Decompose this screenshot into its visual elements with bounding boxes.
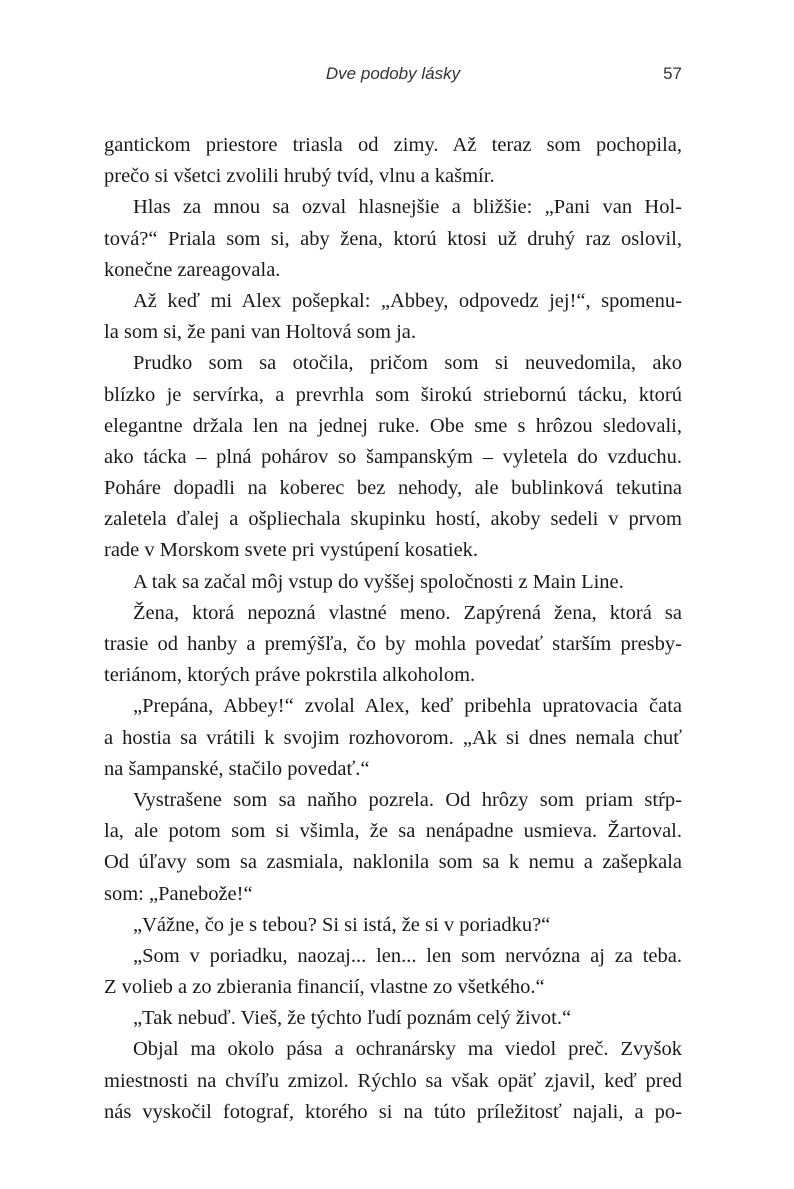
text-line: som: „Panebože!“ <box>104 882 253 905</box>
text-line: rade v Morskom svete pri vystúpení kosatiek. <box>104 539 479 562</box>
text-line: konečne zareagovala. <box>104 258 281 281</box>
text-line: blízko je servírka, a prevrhla som širokú striebornú tácku, ktorú <box>104 383 682 406</box>
text-line: Z volieb a zo zbierania financií, vlastne zo všetkého.“ <box>104 976 545 999</box>
text-line: la, ale potom som si všimla, že sa nenápadne usmieva. Žartoval. <box>104 820 682 843</box>
page-header <box>104 64 682 88</box>
text-line: „Som v poriadku, naozaj... len... len som nervózna aj za teba. <box>133 944 682 967</box>
text-line: Objal ma okolo pása a ochranársky ma viedol preč. Zvyšok <box>133 1038 682 1061</box>
text-line: gantickom priestore triasla od zimy. Až teraz som pochopila, <box>104 134 682 156</box>
text-line: „Vážne, čo je s tebou? Si si istá, že si v poriadku?“ <box>133 913 551 936</box>
text-line: prečo si všetci zvolili hrubý tvíd, vlnu a kašmír. <box>104 165 495 188</box>
text-line: na šampanské, stačilo povedať.“ <box>104 757 370 780</box>
text-line: miestnosti na chvíľu zmizol. Rýchlo sa však opäť zjavil, keď pred <box>104 1069 682 1092</box>
text-line: zaletela ďalej a ošpliechala skupinku hostí, akoby sedeli v prvom <box>104 508 682 531</box>
text-line: Vystrašene som sa naňho pozrela. Od hrôzy som priam stŕp- <box>133 788 682 811</box>
text-line: „Prepána, Abbey!“ zvolal Alex, keď pribehla upratovacia čata <box>133 695 682 718</box>
text-line: trasie od hanby a premýšľa, čo by mohla povedať starším presby- <box>104 633 682 655</box>
text-line: Hlas za mnou sa ozval hlasnejšie a bližšie: „Pani van Hol- <box>133 196 682 219</box>
text-line: ako tácka – plná pohárov so šampanským – vyletela do vzduchu. <box>104 445 682 468</box>
text-line: Poháre dopadli na koberec bez nehody, ale bublinková tekutina <box>104 477 682 500</box>
text-line: Až keď mi Alex pošepkal: „Abbey, odpovedz jej!“, spomenu- <box>133 289 682 312</box>
text-line: tová?“ Priala som si, aby žena, ktorú ktosi už druhý raz oslovil, <box>104 227 682 250</box>
text-line: Prudko som sa otočila, pričom som si neuvedomila, ako <box>133 352 682 375</box>
text-line: Od úľavy som sa zasmiala, naklonila som sa k nemu a zašepkala <box>104 851 682 874</box>
text-line: la som si, že pani van Holtová som ja. <box>104 321 416 344</box>
running-title: Dve podoby lásky <box>325 64 461 83</box>
body-text <box>104 130 682 1128</box>
text-line: Žena, ktorá nepozná vlastné meno. Zapýrená žena, ktorá sa <box>133 601 682 624</box>
text-line: elegantne držala len na jednej ruke. Obe sme s hrôzou sledovali, <box>104 414 682 437</box>
text-line: nás vyskočil fotograf, ktorého si na túto príležitosť najali, a po- <box>104 1100 682 1123</box>
page-number: 57 <box>663 64 682 83</box>
text-line: „Tak nebuď. Vieš, že týchto ľudí poznám celý život.“ <box>133 1007 572 1030</box>
text-line: A tak sa začal môj vstup do vyššej spoločnosti z Main Line. <box>133 570 624 593</box>
text-line: a hostia sa vrátili k svojim rozhovorom. „Ak si dnes nemala chuť <box>104 726 682 749</box>
text-line: teriánom, ktorých práve pokrstila alkoholom. <box>104 664 476 687</box>
